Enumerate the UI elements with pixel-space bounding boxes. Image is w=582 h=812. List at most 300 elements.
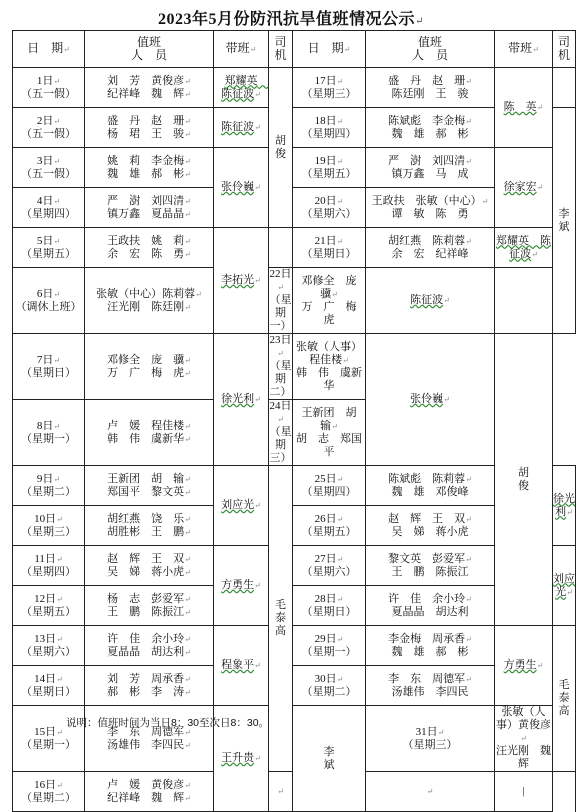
paragraph-mark-icon: ↵ <box>336 116 344 126</box>
paragraph-mark-icon: ↵ <box>465 236 472 246</box>
driver-cell <box>269 466 293 772</box>
driver-cell <box>269 68 293 228</box>
paragraph-mark-icon: ↵ <box>184 514 191 524</box>
paragraph-mark-icon: ↵ <box>184 156 191 166</box>
staff-cell <box>366 188 495 228</box>
header-staff-left: 值班 人 员 <box>85 31 214 68</box>
date-cell <box>293 666 366 706</box>
cell-text: 毛 泰 高 <box>275 599 286 637</box>
cell-text: 严 澍 刘四清 <box>107 194 185 207</box>
paragraph-mark-icon: ↵ <box>415 16 424 27</box>
date-cell <box>13 506 85 546</box>
paragraph-mark-icon: ↵ <box>465 116 472 126</box>
cell-text: 纪祥峰 魏 辉 <box>107 791 185 804</box>
table-row <box>13 268 576 334</box>
cell-text: 8日 <box>36 419 54 432</box>
date-cell <box>13 400 85 466</box>
date-cell <box>13 466 85 506</box>
cell-text: 胡 俊 <box>275 134 286 160</box>
date-cell <box>293 228 366 268</box>
staff-cell <box>366 586 495 626</box>
cell-text: 胡红燕 饶 乐 <box>107 512 185 525</box>
paragraph-mark-icon: ↵ <box>566 587 573 597</box>
cell-text: 吴 娣 蒋小虎 <box>107 565 185 578</box>
header-driver-right: 司机 <box>553 31 576 68</box>
cell-text: 胡胜彬 王 鹏 <box>107 525 185 538</box>
cell-text: 邓修全 庞 骥 <box>107 353 185 366</box>
cell-text: 魏 雄 郝 彬 <box>107 167 185 180</box>
lead-cell <box>366 268 495 334</box>
staff-cell <box>85 586 214 626</box>
cell-text: 郑耀英 陈征波 <box>221 74 269 100</box>
staff-cell <box>85 466 214 506</box>
paragraph-mark-icon: ↵ <box>53 289 61 299</box>
paragraph-mark-icon: ↵ <box>443 296 450 305</box>
date-cell <box>13 268 85 334</box>
lead-cell <box>553 546 576 626</box>
cell-text: 14日 <box>34 672 57 685</box>
staff-cell <box>293 268 366 334</box>
paragraph-mark-icon: ↵ <box>465 156 472 166</box>
cell-text: 张伶巍 <box>410 393 444 405</box>
cell-text: 赵 辉 王 双 <box>388 512 466 525</box>
cell-text: （星期五） <box>21 605 76 618</box>
paragraph-mark-icon: ↵ <box>465 674 472 684</box>
date-cell <box>269 772 293 812</box>
cell-text: 万 广 梅 虎 <box>107 366 185 379</box>
cell-text: 胡 俊 <box>518 466 529 492</box>
paragraph-mark-icon: ↵ <box>536 661 544 670</box>
cell-text: 杨 志 彭爱军 <box>107 592 185 605</box>
cell-text: 陈斌彪 李金梅 <box>388 114 466 127</box>
paragraph-mark-icon: ↵ <box>184 474 191 484</box>
cell-text: 张敏（人事）程佳楼 <box>296 340 362 366</box>
cell-text: 7日 <box>36 353 54 366</box>
cell-text: 3日 <box>36 154 54 167</box>
cell-text: 30日 <box>314 672 337 685</box>
cell-text: 夏晶晶 胡达利 <box>391 605 469 618</box>
paragraph-mark-icon: ↵ <box>53 355 61 365</box>
cell-text: 23日 <box>269 334 292 346</box>
date-cell <box>293 188 366 228</box>
duty-rows <box>13 68 576 812</box>
cell-text: 王升贵 <box>221 752 255 764</box>
staff-cell <box>495 706 562 772</box>
cell-text: 赵 辉 王 双 <box>107 552 185 565</box>
paragraph-mark-icon: ↵ <box>254 581 261 590</box>
header-lead-left: 带班↵ <box>214 31 269 68</box>
paragraph-mark-icon: ↵ <box>336 594 344 604</box>
cell-text: 27日 <box>314 552 337 565</box>
date-cell <box>293 68 366 108</box>
cell-text: （星期三） <box>269 426 292 464</box>
paragraph-mark-icon: ↵ <box>336 76 344 86</box>
cell-text: 汤雄伟 李四民 <box>107 738 185 751</box>
cell-text: 汪光刚 魏 辉 <box>496 745 562 770</box>
cell-text: 22日 <box>269 268 292 280</box>
cell-text: （星期四） <box>21 207 76 220</box>
paragraph-mark-icon: ↵ <box>465 634 472 644</box>
cell-text: 5日 <box>36 234 54 247</box>
paragraph-mark-icon: ↵ <box>481 196 489 206</box>
paragraph-mark-icon: ↵ <box>53 156 61 166</box>
cell-text: 王 鹏 陈振江 <box>391 565 469 578</box>
cell-text: 19日 <box>314 154 337 167</box>
paragraph-mark-icon: ↵ <box>184 727 191 737</box>
paragraph-mark-icon: ↵ <box>336 514 344 524</box>
paragraph-mark-icon: ↵ <box>184 487 191 497</box>
cell-text: （调休上班） <box>15 300 82 313</box>
paragraph-mark-icon: ↵ <box>195 289 202 299</box>
staff-cell <box>85 400 214 466</box>
cell-text: 李 东 周德军 <box>107 725 185 738</box>
cell-text: 邓修全 庞 骥 <box>301 274 368 300</box>
cell-text: 余 宏 陈 勇 <box>107 247 185 260</box>
paragraph-mark-icon: ↵ <box>184 567 191 577</box>
cell-text: 黎文英 彭爱军 <box>388 552 466 565</box>
paragraph-mark-icon: ↵ <box>336 674 344 684</box>
paragraph-mark-icon: ↵ <box>184 196 191 206</box>
cell-text: 毛 泰 高 <box>558 679 570 717</box>
paragraph-mark-icon: ↵ <box>56 514 63 524</box>
paragraph-mark-icon: ↵ <box>254 123 261 132</box>
paragraph-mark-icon: ↵ <box>53 236 61 246</box>
cell-text: 镇万鑫 马 成 <box>391 167 469 180</box>
paragraph-mark-icon: ↵ <box>342 355 349 365</box>
cell-text: 29日 <box>314 632 337 645</box>
paragraph-mark-icon: ↵ <box>184 793 191 803</box>
header-driver-left: 司机 <box>269 31 293 68</box>
paragraph-mark-icon: ↵ <box>55 554 63 564</box>
cell-text: 13日 <box>34 632 57 645</box>
cell-text: 20日 <box>314 194 337 207</box>
staff-cell <box>85 772 214 812</box>
staff-cell <box>366 228 495 268</box>
cell-text: 陈征波 <box>221 121 255 133</box>
table-row <box>13 666 576 706</box>
staff-cell <box>366 466 495 506</box>
driver-cell <box>495 334 553 626</box>
paragraph-mark-icon: ↵ <box>254 276 261 285</box>
cell-text: 徐光利 <box>221 393 255 405</box>
paragraph-mark-icon: ↵ <box>56 674 63 684</box>
paragraph-mark-icon: ↵ <box>465 474 472 484</box>
table-row <box>13 334 576 400</box>
date-cell <box>13 546 85 586</box>
date-cell <box>13 148 85 188</box>
cell-text: 26日 <box>314 512 337 525</box>
cell-text: 魏 雄 郝 彬 <box>391 127 469 140</box>
page-title <box>0 6 582 29</box>
cell-text: 王新团 胡 输 <box>107 472 185 485</box>
date-cell <box>293 108 366 148</box>
date-cell <box>13 68 85 108</box>
paragraph-mark-icon: ↵ <box>254 395 261 404</box>
lead-cell <box>495 228 553 268</box>
date-cell <box>293 148 366 188</box>
cell-text: 卢 媛 程佳楼 <box>107 419 185 432</box>
cell-text: 盛 丹 赵 珊 <box>388 74 466 87</box>
cell-text: 16日 <box>34 778 57 791</box>
paragraph-mark-icon: ↵ <box>56 727 63 737</box>
paragraph-mark-icon: ↵ <box>277 349 284 358</box>
date-cell <box>269 400 293 466</box>
cell-text: （星期一） <box>269 294 292 332</box>
cell-text: 刘应光 <box>553 572 575 598</box>
cell-text: （五一假） <box>21 167 76 180</box>
cell-text: 刘 芳 黄俊彦 <box>107 74 185 87</box>
staff-cell <box>85 268 214 334</box>
cell-text: 卢 媛 黄俊彦 <box>107 778 185 791</box>
table-row <box>13 68 576 108</box>
header-staff-right: 值班 人 员 <box>366 31 495 68</box>
driver-cell <box>553 68 576 108</box>
cell-text: 陈斌彪 陈莉蓉 <box>388 472 466 485</box>
staff-cell <box>85 68 214 108</box>
cell-text: 镇万鑫 夏晶晶 <box>107 207 185 220</box>
date-cell <box>13 188 85 228</box>
cell-text: 陈征波 <box>410 294 444 306</box>
cell-text: （星期日） <box>21 685 76 698</box>
staff-cell <box>366 148 495 188</box>
cell-text: 王 鹏 陈振江 <box>107 605 185 618</box>
cell-text: 王新团 胡 输 <box>301 406 368 432</box>
paragraph-mark-icon: ↵ <box>184 647 191 657</box>
duty-table <box>12 30 576 812</box>
paragraph-mark-icon: ↵ <box>184 89 191 99</box>
cell-text: 郑国平 黎文英 <box>107 485 185 498</box>
paragraph-mark-icon: ↵ <box>254 89 261 99</box>
cell-text: 万 广 梅 虎 <box>301 300 368 326</box>
cell-text: 6日 <box>36 287 54 300</box>
cell-text: 谭 敏 陈 勇 <box>391 207 469 220</box>
paragraph-mark-icon: ↵ <box>465 514 472 524</box>
lead-cell <box>495 626 553 706</box>
cell-text: 4日 <box>36 194 54 207</box>
cell-text: 胡红燕 陈莉蓉 <box>388 234 466 247</box>
staff-cell <box>85 506 214 546</box>
cell-text: （星期六） <box>21 645 76 658</box>
cell-text: 15日 <box>34 725 57 738</box>
driver-cell <box>293 706 366 812</box>
paragraph-mark-icon: ↵ <box>443 395 450 404</box>
cell-text: （星期二） <box>21 485 76 498</box>
staff-cell <box>85 108 214 148</box>
paragraph-mark-icon: ↵ <box>184 368 191 378</box>
lead-cell <box>214 466 269 546</box>
date-cell <box>13 334 85 400</box>
cell-text: 21日 <box>314 234 337 247</box>
paragraph-mark-icon: ↵ <box>56 780 63 790</box>
cell-text: （星期四） <box>21 565 76 578</box>
cell-text: （五一假） <box>21 87 76 100</box>
date-cell <box>13 586 85 626</box>
date-cell <box>13 666 85 706</box>
cell-text: （星期六） <box>301 207 357 220</box>
paragraph-mark-icon: ↵ <box>465 594 472 604</box>
cell-text: 魏 雄 邓俊峰 <box>391 485 469 498</box>
paragraph-mark-icon: ↵ <box>184 674 191 684</box>
lead-cell <box>214 546 269 626</box>
paragraph-mark-icon: ↵ <box>254 501 261 510</box>
cell-text: 李 东 周德军 <box>388 672 466 685</box>
paragraph-mark-icon: ↵ <box>254 661 261 670</box>
staff-cell <box>366 68 495 108</box>
cell-text: 2日 <box>36 114 54 127</box>
date-cell <box>269 334 293 400</box>
cell-text: 方勇生 <box>503 659 537 671</box>
table-row <box>13 108 576 148</box>
paragraph-mark-icon: ↵ <box>184 236 191 246</box>
cell-text: （星期三） <box>301 87 357 100</box>
table-row <box>13 506 576 546</box>
cell-text: （星期二） <box>301 685 357 698</box>
table-row <box>13 546 576 586</box>
staff-cell <box>85 188 214 228</box>
paragraph-mark-icon: ↵ <box>184 687 191 697</box>
paragraph-mark-icon: ↵ <box>184 634 191 644</box>
paragraph-mark-icon: ↵ <box>53 196 61 206</box>
paragraph-mark-icon: ↵ <box>536 103 544 112</box>
paragraph-mark-icon: ↵ <box>184 434 191 444</box>
staff-cell <box>366 626 495 666</box>
cell-text: 李金梅 周承香 <box>388 632 466 645</box>
paragraph-mark-icon: ↵ <box>254 754 261 763</box>
cell-text: 韩 伟 虞新华 <box>107 432 185 445</box>
staff-cell <box>366 108 495 148</box>
cell-text: 25日 <box>314 472 337 485</box>
paragraph-mark-icon: ↵ <box>56 594 63 604</box>
cell-text: 韩 伟 虞新华 <box>296 366 362 392</box>
paragraph-mark-icon: ↵ <box>336 156 344 166</box>
date-cell <box>366 706 495 772</box>
staff-cell <box>85 148 214 188</box>
lead-cell <box>214 108 269 148</box>
staff-cell <box>293 334 366 400</box>
staff-cell <box>366 772 495 812</box>
lead-cell <box>214 148 269 228</box>
paragraph-mark-icon: ↵ <box>336 634 344 644</box>
staff-cell <box>366 666 495 706</box>
paragraph-mark-icon: ↵ <box>465 554 472 564</box>
date-cell <box>293 546 366 586</box>
cell-text: 10日 <box>34 512 57 525</box>
cell-text: 姚 莉 李金梅 <box>107 154 185 167</box>
cell-text: （星期五） <box>301 167 357 180</box>
paragraph-mark-icon: ↵ <box>465 76 472 86</box>
cell-text: 刘 芳 周承香 <box>107 672 185 685</box>
cell-text: 郝 彬 李 涛 <box>107 685 185 698</box>
date-cell <box>269 268 293 334</box>
cell-text: 王政扶 姚 莉 <box>107 234 185 247</box>
cell-text: 18日 <box>314 114 337 127</box>
cell-text: （星期三） <box>21 525 76 538</box>
cell-text: 盛 丹 赵 珊 <box>107 114 185 127</box>
paragraph-mark-icon: ↵ <box>336 196 344 206</box>
paragraph-mark-icon: ↵ <box>520 734 527 743</box>
table-row <box>13 228 576 268</box>
paragraph-mark-icon: ↵ <box>184 129 191 139</box>
date-cell <box>293 586 366 626</box>
cell-text: （星期一） <box>301 645 357 658</box>
header-date-left: 日 期↵ <box>13 31 85 68</box>
cell-text: | <box>522 785 525 797</box>
cell-text: 1日 <box>36 74 54 87</box>
cell-text: （星期四） <box>301 127 357 140</box>
lead-cell <box>214 626 269 706</box>
paragraph-mark-icon: ↵ <box>331 289 338 299</box>
lead-cell <box>495 148 553 228</box>
table-row <box>13 188 576 228</box>
date-cell <box>293 626 366 666</box>
paragraph-mark-icon: ↵ <box>426 787 434 796</box>
cell-text: 刘应光 <box>221 499 255 511</box>
staff-cell <box>85 626 214 666</box>
cell-text: 28日 <box>314 592 337 605</box>
cell-text: 郑耀英 陈征波 <box>496 234 551 260</box>
paragraph-mark-icon: ↵ <box>184 249 191 259</box>
cell-text: 严 澍 刘四清 <box>388 154 466 167</box>
paragraph-mark-icon: ↵ <box>331 421 338 431</box>
cell-text: 方勇生 <box>221 579 255 591</box>
paragraph-mark-icon: ↵ <box>184 421 191 431</box>
cell-text: 张敏（人事）黄俊彦 <box>496 706 551 731</box>
cell-text: 王政扶 张敏（中心） <box>371 194 482 207</box>
staff-cell <box>366 506 495 546</box>
cell-text: 程象平 <box>221 659 255 671</box>
paragraph-mark-icon: ↵ <box>184 594 191 604</box>
cell-text: 汤雄伟 李四民 <box>391 685 469 698</box>
cell-text: 汪光刚 陈廷刚 <box>107 300 185 313</box>
staff-cell <box>85 666 214 706</box>
cell-text: 李拓光 <box>221 274 255 286</box>
paragraph-mark-icon: ↵ <box>531 249 538 259</box>
paragraph-mark-icon: ↵ <box>184 116 191 126</box>
table-row <box>13 148 576 188</box>
paragraph-mark-icon: ↵ <box>277 415 284 424</box>
cell-text: 17日 <box>314 74 337 87</box>
header-lead-right: 带班↵ <box>495 31 553 68</box>
cell-text: （星期三） <box>402 738 458 751</box>
cell-text: 李 斌 <box>323 745 335 771</box>
cell-text: （星期六） <box>301 565 357 578</box>
lead-cell <box>214 68 269 108</box>
staff-cell <box>85 334 214 400</box>
paragraph-mark-icon: ↵ <box>277 787 284 796</box>
table-row <box>13 626 576 666</box>
cell-text: 徐家宏 <box>503 181 537 193</box>
lead-cell <box>214 334 269 466</box>
header-date-right: 日 期↵ <box>293 31 366 68</box>
cell-text: 魏 雄 郝 彬 <box>391 645 469 658</box>
paragraph-mark-icon: ↵ <box>336 236 344 246</box>
lead-cell <box>366 334 495 466</box>
cell-text: 24日 <box>269 400 292 412</box>
lead-cell <box>214 228 269 334</box>
cell-text: 余 宏 纪祥峰 <box>391 247 469 260</box>
header-row <box>13 31 576 68</box>
paragraph-mark-icon: ↵ <box>184 554 191 564</box>
paragraph-mark-icon: ↵ <box>184 209 191 219</box>
paragraph-mark-icon: ↵ <box>184 169 191 179</box>
cell-text: 31日 <box>415 725 438 738</box>
cell-text: 吴 娣 蒋小虎 <box>391 525 469 538</box>
date-cell <box>13 108 85 148</box>
cell-text: 张敏（中心）陈莉蓉 <box>96 287 196 300</box>
paragraph-mark-icon: ↵ <box>56 634 63 644</box>
cell-text: 许 佳 余小玲 <box>388 592 466 605</box>
driver-cell <box>553 108 576 334</box>
